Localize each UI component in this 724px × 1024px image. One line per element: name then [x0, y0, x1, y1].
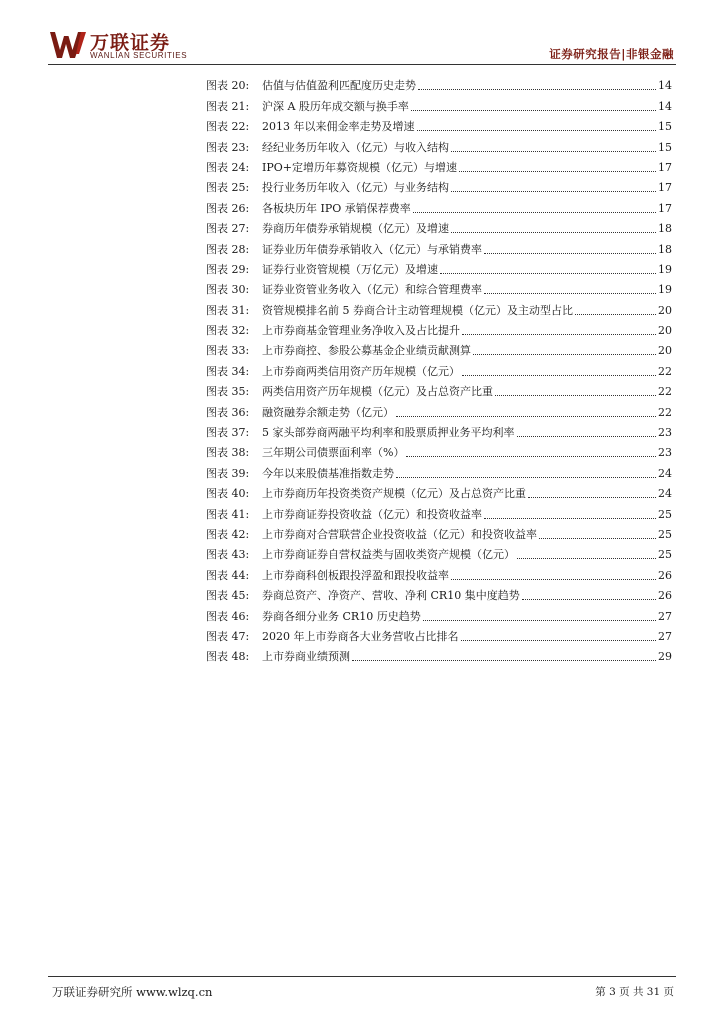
toc-dot-leader — [539, 538, 656, 539]
toc-page-number: 25 — [658, 507, 672, 521]
toc-dot-leader — [413, 212, 656, 213]
toc-dot-leader — [459, 171, 656, 172]
toc-figure-label: 图表 33: — [206, 344, 250, 358]
toc-page-number: 17 — [658, 201, 672, 215]
toc-dot-leader — [528, 497, 656, 498]
toc-page-number: 15 — [658, 120, 672, 134]
toc-figure-label: 图表 23: — [206, 140, 250, 154]
toc-figure-title: 各板块历年 IPO 承销保荐费率 — [262, 201, 411, 215]
toc-figure-label: 图表 20: — [206, 79, 250, 93]
page-header — [48, 26, 676, 64]
toc-entry[interactable] — [206, 542, 672, 562]
toc-dot-leader — [462, 334, 656, 335]
toc-figure-title: 证券业历年债券承销收入（亿元）与承销费率 — [262, 242, 482, 256]
toc-entry[interactable] — [206, 522, 672, 542]
toc-page-number: 14 — [658, 99, 672, 113]
toc-entry[interactable] — [206, 481, 672, 501]
toc-figure-title: 今年以来股债基准指数走势 — [262, 466, 394, 480]
toc-figure-title: 资管规模排名前 5 券商合计主动管理规模（亿元）及主动型占比 — [262, 303, 573, 317]
toc-figure-label: 图表 31: — [206, 303, 250, 317]
toc-figure-title: 上市券商对合营联营企业投资收益（亿元）和投资收益率 — [262, 527, 537, 541]
toc-entry[interactable] — [206, 277, 672, 297]
toc-figure-title: 上市券商业绩预测 — [262, 650, 350, 664]
toc-figure-label: 图表 32: — [206, 324, 250, 338]
toc-figure-title: 证券行业资管规模（万亿元）及增速 — [262, 262, 438, 276]
toc-entry[interactable] — [206, 460, 672, 480]
logo-english-name: WANLIAN SECURITIES — [90, 51, 188, 60]
toc-page-number: 19 — [658, 283, 672, 297]
toc-figure-label: 图表 28: — [206, 242, 250, 256]
toc-entry[interactable] — [206, 114, 672, 134]
toc-page-number: 23 — [658, 426, 672, 440]
toc-entry[interactable] — [206, 624, 672, 644]
toc-page-number: 27 — [658, 609, 672, 623]
toc-page-number: 25 — [658, 527, 672, 541]
toc-figure-title: 证券业资管业务收入（亿元）和综合管理费率 — [262, 283, 482, 297]
company-logo — [48, 26, 228, 62]
toc-entry[interactable] — [206, 93, 672, 113]
toc-page-number: 18 — [658, 242, 672, 256]
toc-entry[interactable] — [206, 216, 672, 236]
toc-entry[interactable] — [206, 399, 672, 419]
toc-figure-label: 图表 39: — [206, 466, 250, 480]
toc-figure-label: 图表 43: — [206, 548, 250, 562]
toc-figure-title: 融资融券余额走势（亿元） — [262, 405, 394, 419]
toc-figure-label: 图表 44: — [206, 568, 250, 582]
toc-entry[interactable] — [206, 440, 672, 460]
toc-page-number: 17 — [658, 181, 672, 195]
toc-entry[interactable] — [206, 562, 672, 582]
toc-entry[interactable] — [206, 73, 672, 93]
toc-figure-label: 图表 26: — [206, 201, 250, 215]
toc-dot-leader — [484, 253, 656, 254]
toc-figure-label: 图表 41: — [206, 507, 250, 521]
toc-entry[interactable] — [206, 420, 672, 440]
toc-figure-label: 图表 27: — [206, 222, 250, 236]
toc-page-number: 24 — [658, 487, 672, 501]
page-number: 第 3 页 共 31 页 — [595, 986, 674, 998]
toc-figure-label: 图表 22: — [206, 120, 250, 134]
toc-figure-title: 上市券商历年投资类资产规模（亿元）及占总资产比重 — [262, 487, 526, 501]
toc-page-number: 22 — [658, 405, 672, 419]
toc-dot-leader — [522, 599, 656, 600]
table-of-figures — [206, 73, 672, 664]
toc-dot-leader — [451, 579, 656, 580]
toc-figure-title: 三年期公司债票面利率（%） — [262, 446, 405, 460]
toc-page-number: 20 — [658, 303, 672, 317]
toc-page-number: 27 — [658, 629, 672, 643]
logo-w-mark-icon — [48, 30, 88, 60]
toc-figure-label: 图表 48: — [206, 650, 250, 664]
toc-figure-title: 经纪业务历年收入（亿元）与收入结构 — [262, 140, 449, 154]
toc-dot-leader — [440, 273, 656, 274]
toc-entry[interactable] — [206, 257, 672, 277]
toc-figure-label: 图表 25: — [206, 181, 250, 195]
toc-figure-title: 上市券商控、参股公募基金企业绩贡献测算 — [262, 344, 471, 358]
toc-entry[interactable] — [206, 318, 672, 338]
toc-figure-label: 图表 36: — [206, 405, 250, 419]
toc-entry[interactable] — [206, 195, 672, 215]
toc-page-number: 20 — [658, 324, 672, 338]
toc-figure-title: 5 家头部券商两融平均利率和股票质押业务平均利率 — [262, 426, 515, 440]
toc-entry[interactable] — [206, 134, 672, 154]
toc-figure-title: 2013 年以来佣金率走势及增速 — [262, 120, 415, 134]
toc-figure-title: 2020 年上市券商各大业务营收占比排名 — [262, 629, 459, 643]
toc-figure-label: 图表 30: — [206, 283, 250, 297]
toc-figure-title: 券商总资产、净资产、营收、净利 CR10 集中度趋势 — [262, 589, 520, 603]
header-divider — [48, 64, 676, 65]
toc-figure-title: 上市券商基金管理业务净收入及占比提升 — [262, 324, 460, 338]
toc-figure-label: 图表 29: — [206, 262, 250, 276]
toc-page-number: 22 — [658, 364, 672, 378]
toc-dot-leader — [406, 456, 656, 457]
toc-entry[interactable] — [206, 501, 672, 521]
report-type-label: 证券研究报告|非银金融 — [549, 47, 674, 61]
toc-dot-leader — [461, 640, 657, 641]
toc-page-number: 24 — [658, 466, 672, 480]
toc-dot-leader — [484, 518, 656, 519]
toc-figure-label: 图表 42: — [206, 527, 250, 541]
toc-figure-title: 估值与估值盈利匹配度历史走势 — [262, 79, 416, 93]
toc-dot-leader — [451, 232, 656, 233]
toc-figure-title: 两类信用资产历年规模（亿元）及占总资产比重 — [262, 385, 493, 399]
toc-figure-label: 图表 47: — [206, 629, 250, 643]
toc-dot-leader — [451, 191, 656, 192]
toc-entry[interactable] — [206, 583, 672, 603]
toc-page-number: 18 — [658, 222, 672, 236]
toc-dot-leader — [418, 89, 656, 90]
toc-dot-leader — [396, 416, 656, 417]
toc-figure-label: 图表 38: — [206, 446, 250, 460]
toc-entry[interactable] — [206, 236, 672, 256]
toc-figure-title: 投行业务历年收入（亿元）与业务结构 — [262, 181, 449, 195]
toc-dot-leader — [423, 620, 656, 621]
toc-figure-label: 图表 35: — [206, 385, 250, 399]
toc-figure-title: 上市券商两类信用资产历年规模（亿元） — [262, 364, 460, 378]
toc-figure-label: 图表 37: — [206, 426, 250, 440]
toc-dot-leader — [396, 477, 656, 478]
toc-entry[interactable] — [206, 358, 672, 378]
toc-figure-label: 图表 46: — [206, 609, 250, 623]
toc-entry[interactable] — [206, 297, 672, 317]
toc-entry[interactable] — [206, 379, 672, 399]
toc-entry[interactable] — [206, 338, 672, 358]
toc-dot-leader — [462, 375, 656, 376]
toc-figure-label: 图表 45: — [206, 589, 250, 603]
toc-figure-label: 图表 24: — [206, 160, 250, 174]
toc-dot-leader — [517, 436, 657, 437]
toc-page-number: 29 — [658, 650, 672, 664]
toc-figure-title: 上市券商证券自营权益类与固收类资产规模（亿元） — [262, 548, 515, 562]
toc-page-number: 19 — [658, 262, 672, 276]
toc-page-number: 14 — [658, 79, 672, 93]
footer-divider — [48, 976, 676, 977]
footer-source: 万联证券研究所 www.wlzq.cn — [52, 985, 213, 999]
toc-figure-title: 上市券商科创板跟投浮盈和跟投收益率 — [262, 568, 449, 582]
toc-page-number: 22 — [658, 385, 672, 399]
toc-figure-title: IPO+定增历年募资规模（亿元）与增速 — [262, 160, 457, 174]
toc-entry[interactable] — [206, 155, 672, 175]
toc-dot-leader — [417, 130, 657, 131]
toc-page-number: 15 — [658, 140, 672, 154]
toc-dot-leader — [484, 293, 656, 294]
toc-entry[interactable] — [206, 644, 672, 664]
toc-dot-leader — [495, 395, 656, 396]
toc-page-number: 20 — [658, 344, 672, 358]
toc-entry[interactable] — [206, 175, 672, 195]
toc-figure-label: 图表 21: — [206, 99, 250, 113]
toc-dot-leader — [411, 110, 656, 111]
toc-dot-leader — [575, 314, 656, 315]
toc-figure-title: 沪深 A 股历年成交额与换手率 — [262, 99, 409, 113]
toc-dot-leader — [517, 558, 656, 559]
toc-page-number: 26 — [658, 568, 672, 582]
toc-figure-title: 券商历年债券承销规模（亿元）及增速 — [262, 222, 449, 236]
logo-chinese-name: 万联证券 — [90, 32, 171, 54]
toc-dot-leader — [352, 660, 656, 661]
toc-page-number: 25 — [658, 548, 672, 562]
toc-figure-title: 券商各细分业务 CR10 历史趋势 — [262, 609, 421, 623]
toc-figure-label: 图表 34: — [206, 364, 250, 378]
toc-entry[interactable] — [206, 603, 672, 623]
toc-figure-label: 图表 40: — [206, 487, 250, 501]
toc-page-number: 26 — [658, 589, 672, 603]
toc-page-number: 23 — [658, 446, 672, 460]
toc-page-number: 17 — [658, 160, 672, 174]
toc-dot-leader — [451, 151, 656, 152]
toc-figure-title: 上市券商证券投资收益（亿元）和投资收益率 — [262, 507, 482, 521]
toc-dot-leader — [473, 354, 656, 355]
